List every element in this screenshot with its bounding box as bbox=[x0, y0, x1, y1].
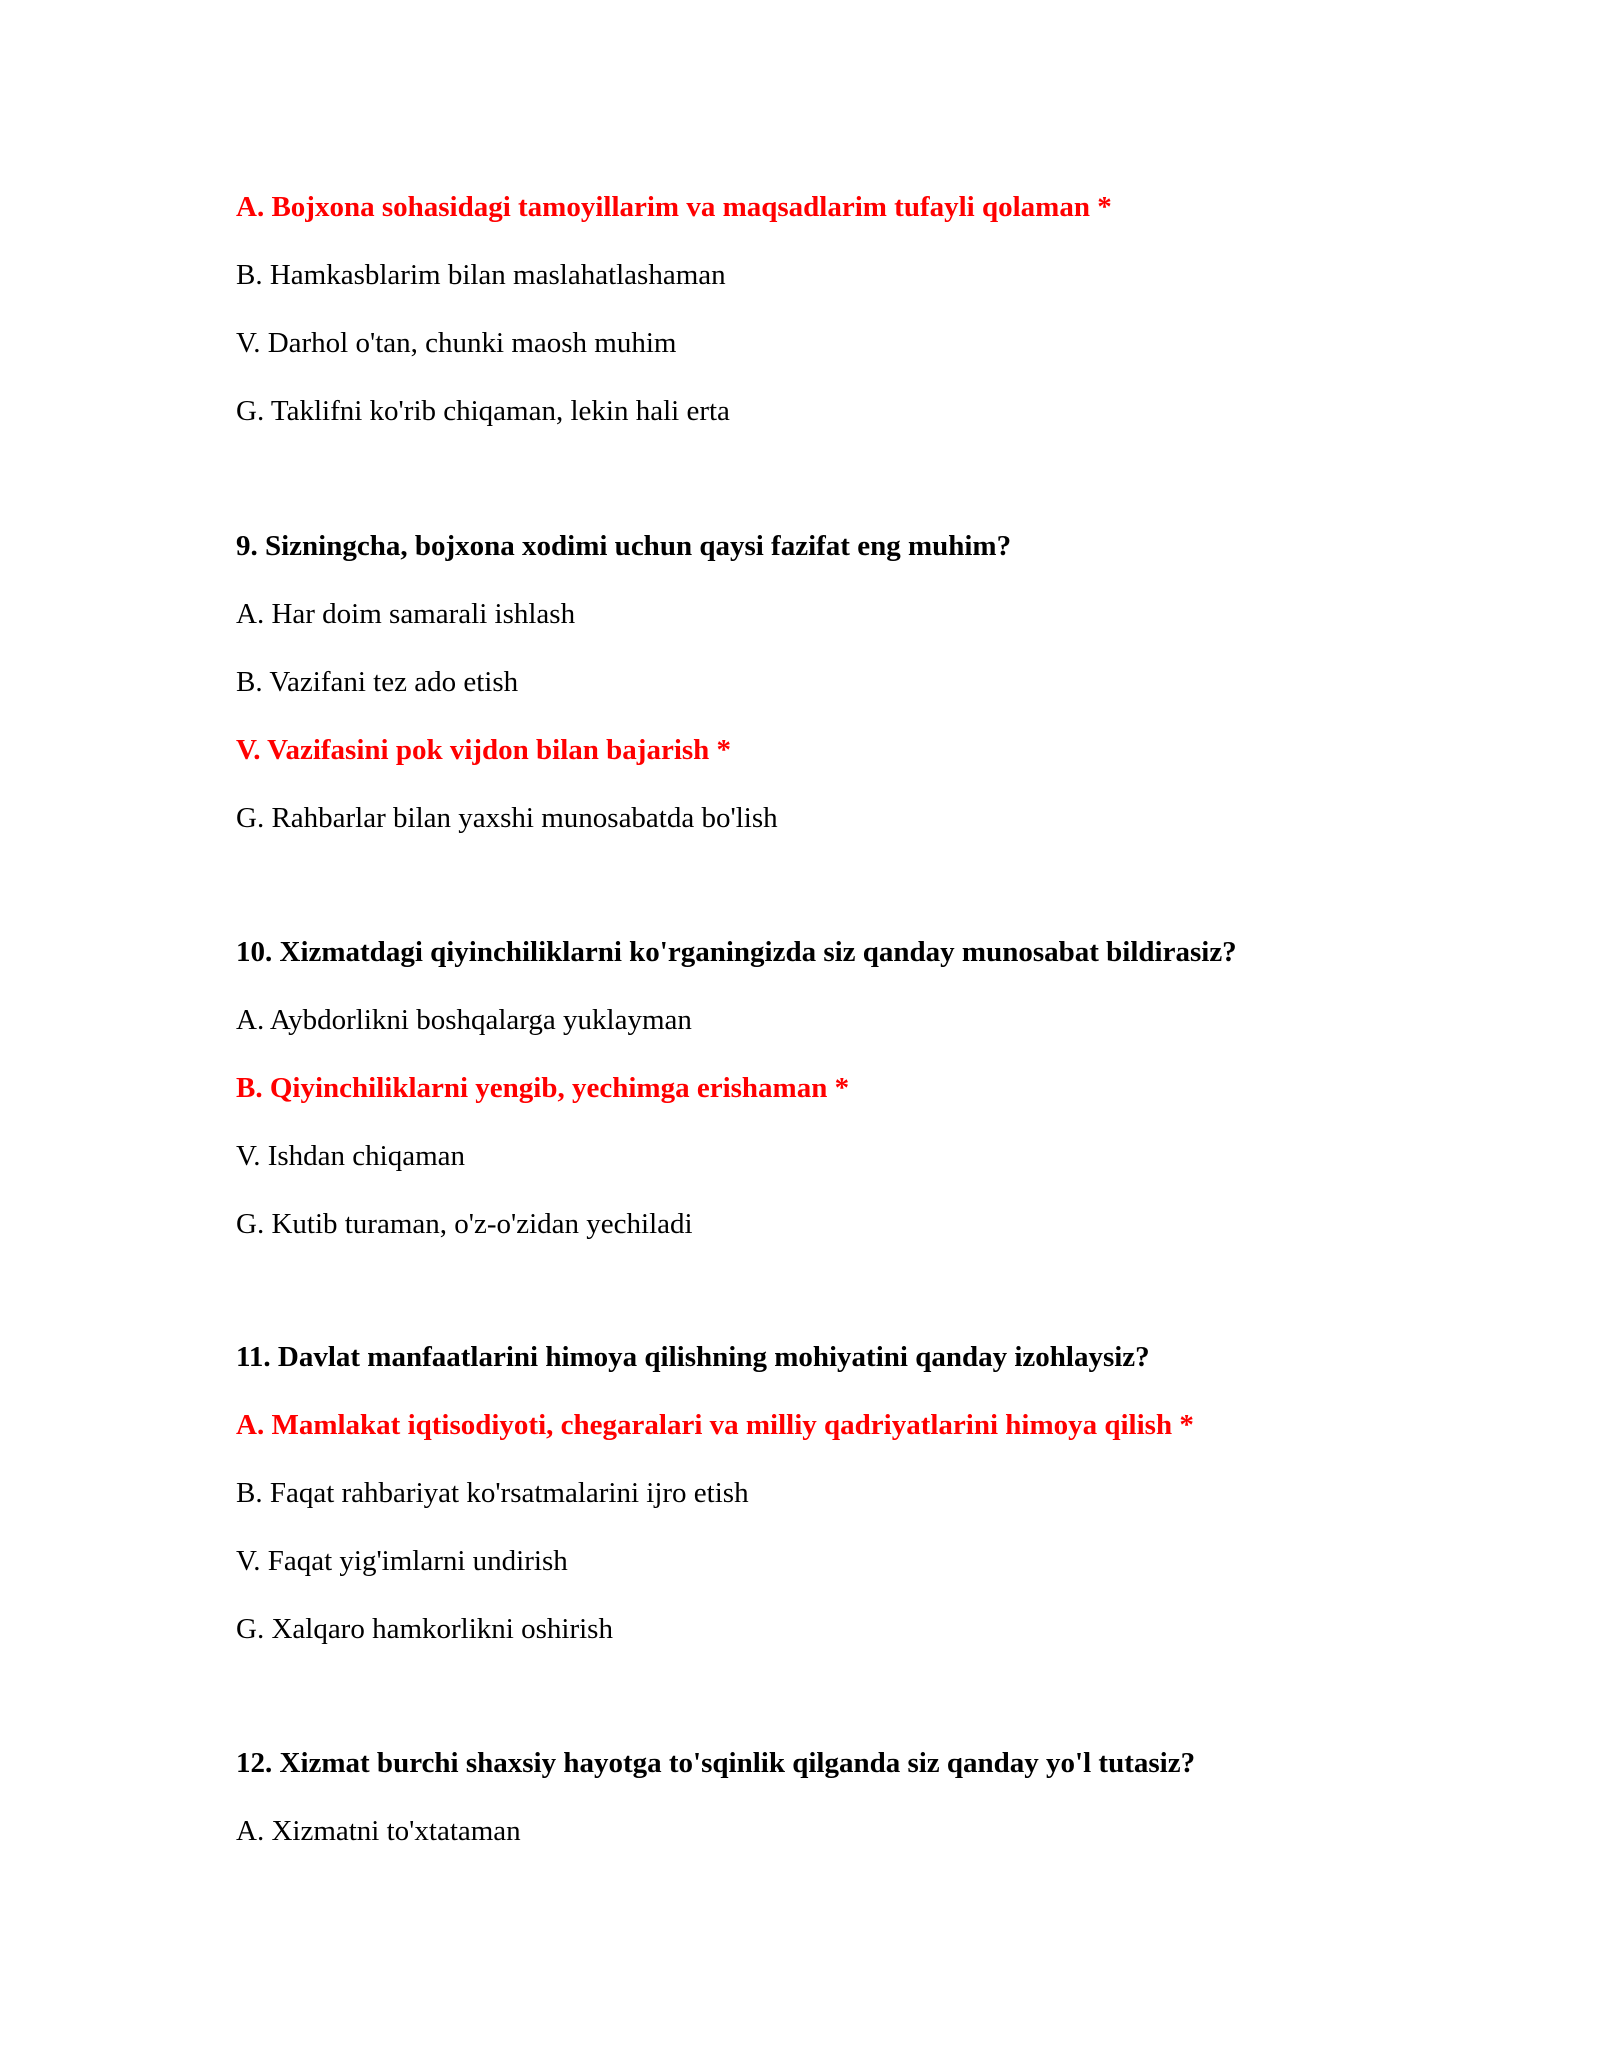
answer-11-v: V. Faqat yig'imlarni undirish bbox=[236, 1545, 568, 1577]
answer-9-v-correct: V. Vazifasini pok vijdon bilan bajarish * bbox=[236, 734, 732, 766]
question-11: 11. Davlat manfaatlarini himoya qilishning mohiyatini qanday izohlaysiz? bbox=[236, 1341, 1150, 1373]
answer-8-g: G. Taklifni ko'rib chiqaman, lekin hali erta bbox=[236, 395, 730, 427]
answer-12-a: A. Xizmatni to'xtataman bbox=[236, 1815, 521, 1847]
answer-9-b: B. Vazifani tez ado etish bbox=[236, 666, 519, 698]
answer-10-g: G. Kutib turaman, o'z-o'zidan yechiladi bbox=[236, 1208, 693, 1240]
question-10: 10. Xizmatdagi qiyinchiliklarni ko'rganingizda siz qanday munosabat bildirasiz? bbox=[236, 936, 1237, 968]
answer-9-a: A. Har doim samarali ishlash bbox=[236, 598, 576, 630]
question-9: 9. Sizningcha, bojxona xodimi uchun qaysi fazifat eng muhim? bbox=[236, 530, 1012, 562]
answer-10-a: A. Aybdorlikni boshqalarga yuklayman bbox=[236, 1004, 692, 1036]
answer-10-v: V. Ishdan chiqaman bbox=[236, 1140, 465, 1172]
answer-8-v: V. Darhol o'tan, chunki maosh muhim bbox=[236, 327, 677, 359]
answer-11-a-correct: A. Mamlakat iqtisodiyoti, chegaralari va milliy qadriyatlarini himoya qilish * bbox=[236, 1409, 1194, 1441]
answer-8-b: B. Hamkasblarim bilan maslahatlashaman bbox=[236, 259, 726, 291]
answer-8-a-correct: A. Bojxona sohasidagi tamoyillarim va maqsadlarim tufayli qolaman * bbox=[236, 191, 1112, 223]
answer-10-b-correct: B. Qiyinchiliklarni yengib, yechimga erishaman * bbox=[236, 1072, 850, 1104]
answer-11-g: G. Xalqaro hamkorlikni oshirish bbox=[236, 1613, 613, 1645]
answer-9-g: G. Rahbarlar bilan yaxshi munosabatda bo'lish bbox=[236, 802, 778, 834]
question-12: 12. Xizmat burchi shaxsiy hayotga to'sqinlik qilganda siz qanday yo'l tutasiz? bbox=[236, 1747, 1196, 1779]
answer-11-b: B. Faqat rahbariyat ko'rsatmalarini ijro etish bbox=[236, 1477, 749, 1509]
